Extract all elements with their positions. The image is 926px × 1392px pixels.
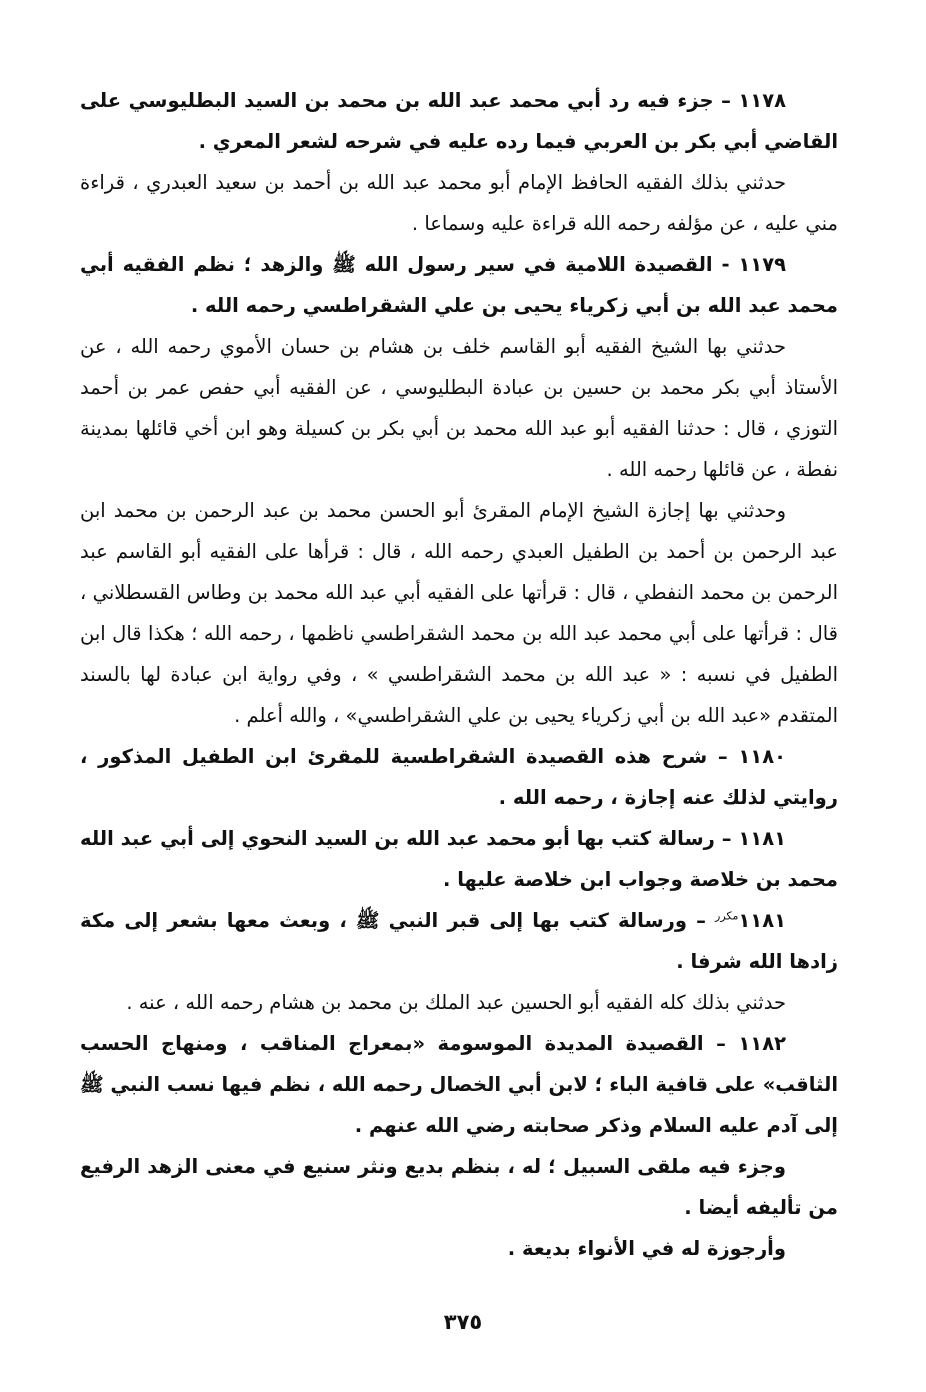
entry-1178: ١١٧٨ – جزء فيه رد أبي محمد عبد الله بن محمد بن السيد البطليوسي على القاضي أبي بكر بن العربي فيما رده عليه في شرحه لشعر المعري . [80,89,838,153]
repeat-marker: مكرر [715,909,739,923]
source-1178: حدثني بذلك الفقيه الحافظ الإمام أبو محمد عبد الله بن أحمد بن سعيد العبدري ، قراءة مني عليه ، عن مؤلفه رحمه الله قراءة عليه وسماعا . [80,171,838,235]
entry-text: – ورسالة كتب بها إلى قبر النبي ﷺ ، وبعث معها بشعر إلى مكة زادها الله شرفا . [80,909,838,973]
source-1179-b: وحدثني بها إجازة الشيخ الإمام المقرئ أبو الحسن محمد بن عبد الرحمن بن محمد ابن عبد الرحمن بن أحمد بن الطفيل العبدي رحمه الله ، قال : قرأها على الفقيه أبو القاسم عبد الرحمن بن محمد النفطي ، قال : قرأتها على الفقيه أبي عبد الله محمد بن وطاس القسطلاني ، قال : قرأتها على أبي محمد عبد الله بن محمد الشقراطسي ناظمها ، رحمه الله ؛ هكذا قال ابن الطفيل في نسبه : « عبد الله بن محمد الشقراطسي » ، وفي رواية ابن عبادة لها بالسند المتقدم «عبد الله بن أبي زكرياء يحيى بن علي الشقراطسي» ، والله أعلم . [80,499,838,727]
entry-1181-repeat [80,900,838,982]
page-number: ٣٧٥ [443,1310,483,1334]
source-1179-a: حدثني بها الشيخ الفقيه أبو القاسم خلف بن هشام بن حسان الأموي رحمه الله ، عن الأستاذ أبي بكر محمد بن حسين بن عبادة البطليوسي ، عن الفقيه أبي حفص عمر بن أحمد التوزي ، قال : حدثنا الفقيه أبو عبد الله محمد بن أبي بكر بن كسيلة وهو ابن أخي قائلها بمدينة نفطة ، عن قائلها رحمه الله . [80,335,838,481]
entry-1180: ١١٨٠ – شرح هذه القصيدة الشقراطسية للمقرئ ابن الطفيل المذكور ، روايتي لذلك عنه إجازة ، رحمه الله . [80,745,838,809]
entry-1179: ١١٧٩ - القصيدة اللامية في سير رسول الله ﷺ والزهد ؛ نظم الفقيه أبي محمد عبد الله بن أبي زكرياء يحيى بن علي الشقراطسي رحمه الله . [80,253,838,317]
entry-1182-part: وجزء فيه ملقى السبيل ؛ له ، بنظم بديع ونثر سنيع في معنى الزهد الرفيع من تأليفه أيضا . [80,1155,838,1219]
entry-1182: ١١٨٢ – القصيدة المديدة الموسومة «بمعراج المناقب ، ومنهاج الحسب الثاقب» على قافية الباء ؛ لابن أبي الخصال رحمه الله ، نظم فيها نسب النبي ﷺ إلى آدم عليه السلام وذكر صحابته رضي الله عنهم . [80,1032,838,1137]
entry-1181: ١١٨١ – رسالة كتب بها أبو محمد عبد الله بن السيد النحوي إلى أبي عبد الله محمد بن خلاصة وجواب ابن خلاصة عليها . [80,827,838,891]
entry-1182-urjuza: وأرجوزة له في الأنواء بديعة . [507,1237,786,1260]
entry-number: ١١٨١ [738,909,786,932]
page-body [80,80,838,1269]
source-1181: حدثني بذلك كله الفقيه أبو الحسين عبد الملك بن محمد بن هشام رحمه الله ، عنه . [126,991,786,1014]
